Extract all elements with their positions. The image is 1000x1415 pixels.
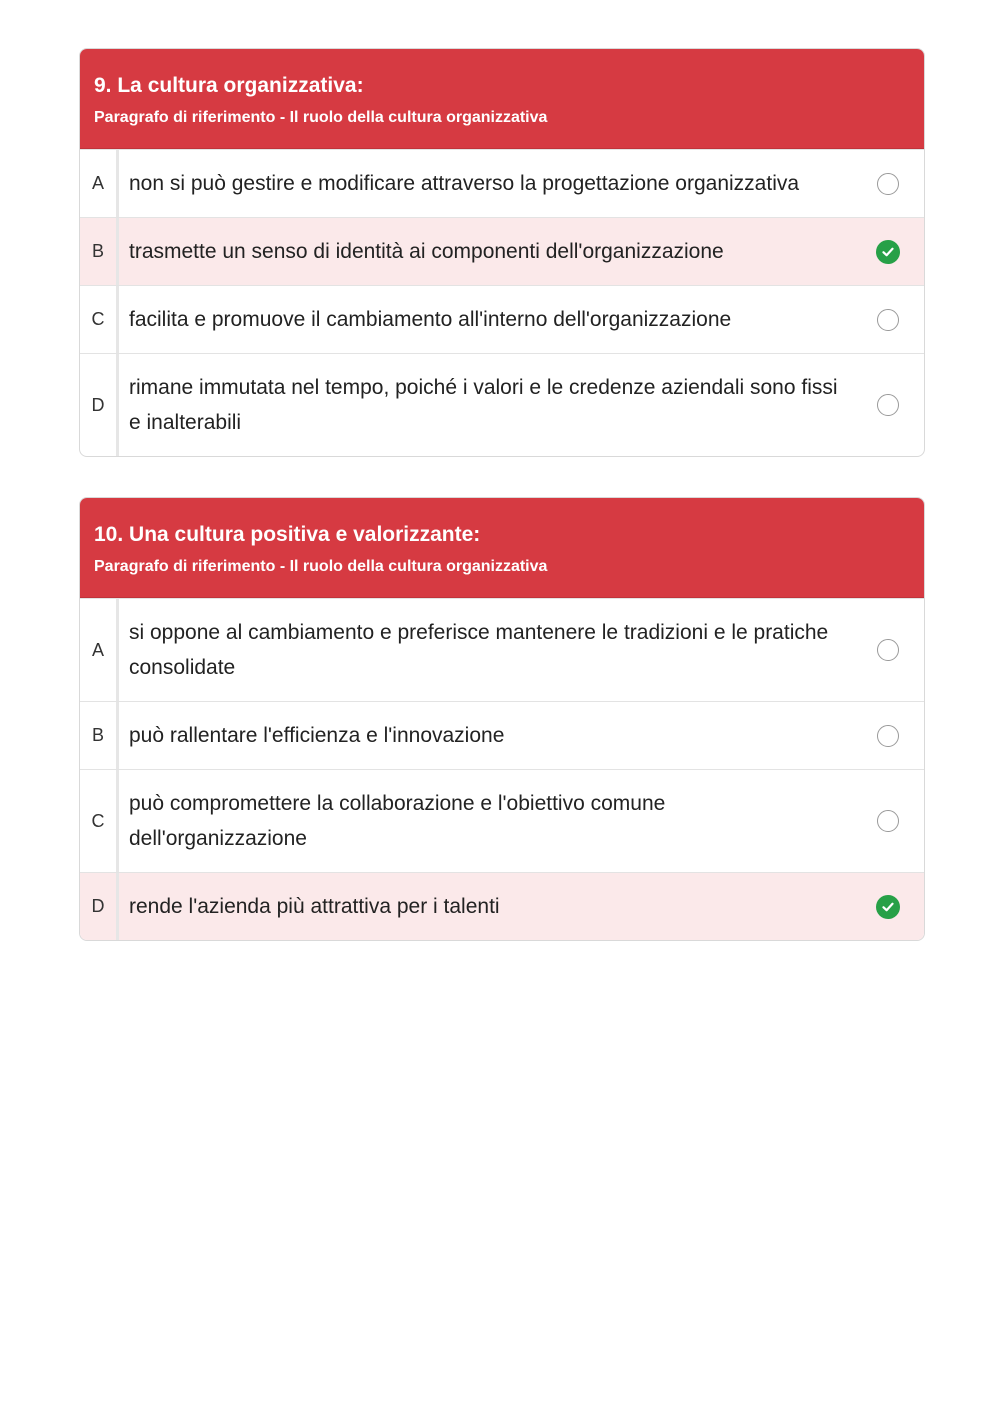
question-header: [80, 49, 924, 149]
answer-option-a[interactable]: [80, 149, 924, 217]
radio-unselected-icon[interactable]: [877, 394, 899, 416]
option-text: trasmette un senso di identità ai componenti dell'organizzazione: [129, 240, 724, 263]
radio-unselected-icon[interactable]: [877, 725, 899, 747]
option-letter: D: [80, 873, 119, 940]
question-title: 9. La cultura organizzativa:: [94, 74, 364, 97]
radio-unselected-icon[interactable]: [877, 309, 899, 331]
radio-unselected-icon[interactable]: [877, 810, 899, 832]
option-letter: D: [80, 354, 119, 456]
option-letter: B: [80, 702, 119, 769]
option-letter: C: [80, 770, 119, 872]
question-card-10: [79, 497, 925, 941]
option-letter: C: [80, 286, 119, 353]
answer-option-a[interactable]: [80, 598, 924, 701]
option-text: rende l'azienda più attrattiva per i talenti: [129, 895, 500, 918]
option-text: non si può gestire e modificare attraverso la progettazione organizzativa: [129, 172, 800, 195]
check-circle-icon[interactable]: [876, 240, 900, 264]
option-text: può compromettere la collaborazione e l'obiettivo comune dell'organizzazione: [129, 792, 666, 850]
check-circle-icon[interactable]: [876, 895, 900, 919]
question-title: 10. Una cultura positiva e valorizzante:: [94, 523, 481, 546]
option-text: facilita e promuove il cambiamento all'interno dell'organizzazione: [129, 308, 732, 331]
option-letter: B: [80, 218, 119, 285]
option-letter: A: [80, 150, 119, 217]
answer-option-d[interactable]: [80, 872, 924, 940]
option-letter: A: [80, 599, 119, 701]
question-card-9: [79, 48, 925, 457]
option-text: può rallentare l'efficienza e l'innovazione: [129, 724, 505, 747]
option-text: rimane immutata nel tempo, poiché i valori e le credenze aziendali sono fissi e inalterabili: [129, 376, 838, 434]
answer-option-c[interactable]: [80, 285, 924, 353]
radio-unselected-icon[interactable]: [877, 173, 899, 195]
option-text: si oppone al cambiamento e preferisce mantenere le tradizioni e le pratiche consolidate: [129, 621, 829, 679]
question-reference: Paragrafo di riferimento - Il ruolo della cultura organizzativa: [94, 558, 548, 575]
answer-option-c[interactable]: [80, 769, 924, 872]
answer-option-d[interactable]: [80, 353, 924, 456]
answer-option-b[interactable]: [80, 701, 924, 769]
question-reference: Paragrafo di riferimento - Il ruolo della cultura organizzativa: [94, 109, 548, 126]
question-header: [80, 498, 924, 598]
radio-unselected-icon[interactable]: [877, 639, 899, 661]
answer-option-b[interactable]: [80, 217, 924, 285]
